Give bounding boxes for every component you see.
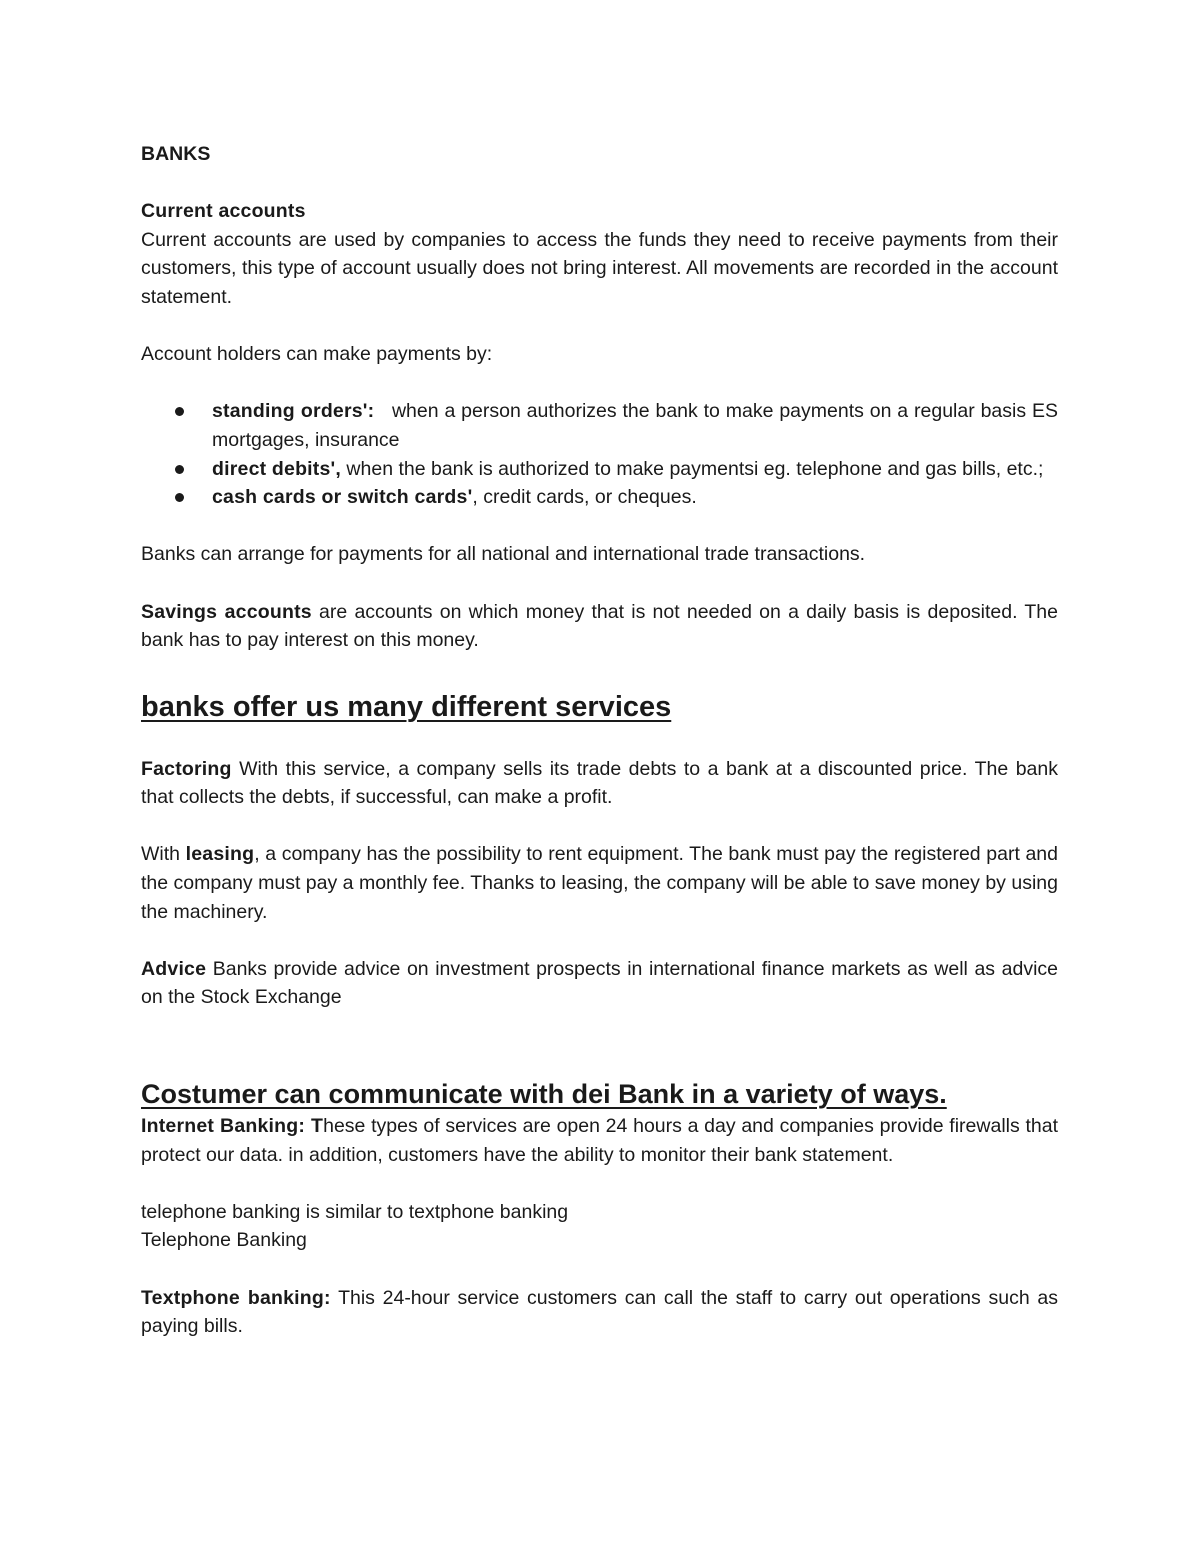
services-heading: banks offer us many different services <box>141 690 672 723</box>
payment-methods-list <box>141 397 1064 511</box>
savings-term: Savings accounts <box>141 600 312 623</box>
list-item-text: , credit cards, or cheques. <box>472 486 697 509</box>
telephone-note: telephone banking is similar to textphone banking <box>141 1200 569 1223</box>
spacer <box>141 1169 1058 1198</box>
leasing-term: leasing <box>185 843 255 866</box>
factoring-paragraph <box>141 755 1058 812</box>
list-item <box>212 483 1058 512</box>
spacer <box>141 512 1058 541</box>
bullet-icon <box>175 407 184 416</box>
advice-term: Advice <box>141 957 207 980</box>
spacer <box>141 169 1058 198</box>
leasing-lead: With <box>141 843 186 866</box>
internet-banking-paragraph <box>141 1112 1058 1169</box>
internet-banking-text: hese types of services are open 24 hours a day and companies provide firewalls that protect our data. in addition, customers have the ability to monitor their bank statement. <box>141 1115 1058 1166</box>
textphone-text: This 24-hour service customers can call the staff to carry out operations such as paying bills. <box>141 1286 1058 1338</box>
list-item <box>212 397 1064 454</box>
communicate-heading: Costumer can communicate with dei Bank in a variety of ways. <box>141 1079 947 1110</box>
savings-text: are accounts on which money that is not needed on a daily basis is deposited. The bank has to pay interest on this money. <box>141 600 1058 652</box>
factoring-text: With this service, a company sells its trade debts to a bank at a discounted price. The bank that collects the debts, if successful, can make a profit. <box>141 757 1058 809</box>
list-item <box>212 455 1058 484</box>
savings-paragraph <box>141 598 1058 655</box>
bullet-icon <box>175 465 184 474</box>
spacer <box>141 1012 1058 1076</box>
textphone-term: Textphone banking: <box>141 1286 331 1309</box>
payments-intro: Account holders can make payments by: <box>141 343 493 366</box>
advice-paragraph <box>141 955 1058 1012</box>
leasing-text: , a company has the possibility to rent equipment. The bank must pay the registered part and the company must pay a monthly fee. Thanks to leasing, the company will be able to save money by using the machinery. <box>141 843 1059 923</box>
current-accounts-heading: Current accounts <box>141 200 306 223</box>
telephone-heading: Telephone Banking <box>141 1229 307 1252</box>
bullet-icon <box>175 493 184 502</box>
spacer <box>141 312 1058 341</box>
leasing-paragraph <box>141 840 1058 926</box>
spacer <box>141 369 1058 398</box>
spacer <box>141 1255 1058 1284</box>
list-item-term: cash cards or switch cards' <box>212 486 473 509</box>
document-title: BANKS <box>141 143 211 165</box>
internet-banking-term: Internet Banking: T <box>141 1115 324 1138</box>
factoring-term: Factoring <box>141 757 232 780</box>
spacer <box>141 812 1058 841</box>
list-item-text: when a person authorizes the bank to make payments on a regular basis ES mortgages, insurance <box>212 400 1064 451</box>
spacer <box>141 569 1058 598</box>
list-item-term: standing orders': <box>212 400 375 423</box>
list-item-text: when the bank is authorized to make paymentsi eg. telephone and gas bills, etc.; <box>341 457 1044 480</box>
list-item-term: direct debits', <box>212 457 341 480</box>
current-accounts-body: Current accounts are used by companies to access the funds they need to receive payments from their customers, this type of account usually does not bring interest. All movements are recorded in the account statement. <box>141 228 1058 308</box>
textphone-paragraph <box>141 1284 1058 1341</box>
spacer <box>141 655 1058 689</box>
document-page <box>141 140 1064 1341</box>
trade-note: Banks can arrange for payments for all national and international trade transactions. <box>141 543 866 566</box>
advice-text: Banks provide advice on investment prospects in international finance markets as well as advice on the Stock Exchange <box>141 957 1058 1009</box>
spacer <box>141 926 1058 955</box>
spacer <box>141 725 1058 755</box>
